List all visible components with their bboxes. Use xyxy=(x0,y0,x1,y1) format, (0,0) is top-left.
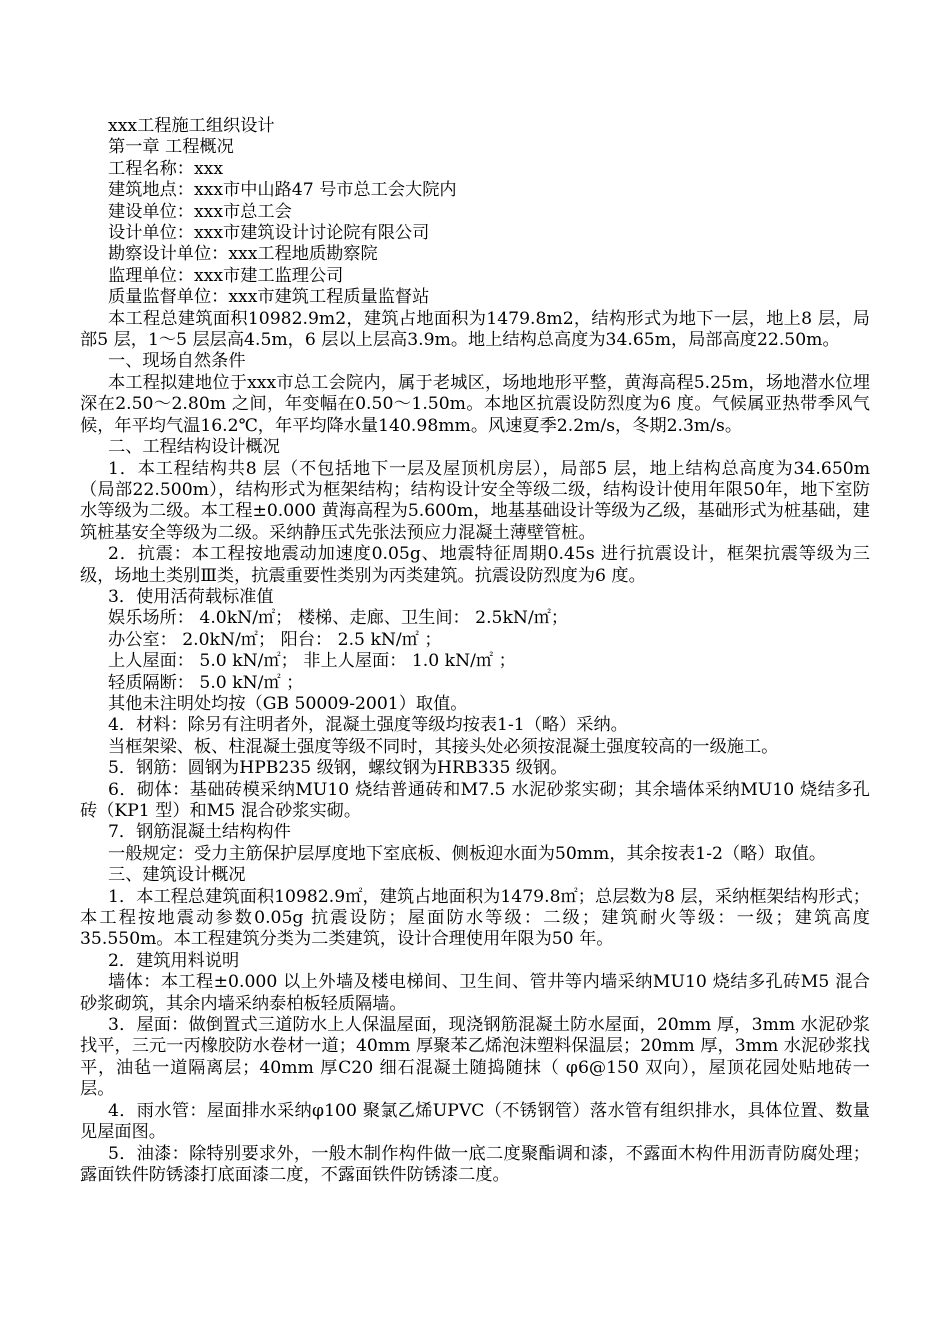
structure-item-1: 1．本工程结构共8 层（不包括地下一层及屋顶机房层），局部5 层，地上结构总高度为34.650m（局部22.500m），结构形式为框架结构；结构设计安全等级二级，结构设计使用年限50年，地下室防水等级为二级。本工程±0.000 黄海高程为5.600m，地基基础设计等级为乙级，基础形式为桩基础，建筑桩基安全等级为二级。采纳静压式先张法预应力混凝土薄壁管桩。 xyxy=(80,458,870,543)
architecture-item-3: 3．屋面：做倒置式三道防水上人保温屋面，现浇钢筋混凝土防水屋面，20mm 厚，3mm 水泥砂浆找平，三元一丙橡胶防水卷材一道；40mm 厚聚苯乙烯泡沫塑料保温层；20mm 厚，3mm 水泥砂浆找平，油毡一道隔离层；40mm 厚C20 细石混凝土随捣随抹（ φ6@150 双向），屋顶花园处贴地砖一层。 xyxy=(80,1015,870,1100)
section-heading-structure: 二、工程结构设计概况 xyxy=(108,437,280,458)
doc-title: xxx工程施工组织设计 xyxy=(108,116,275,136)
load-line-2: 办公室： 2.0kN/㎡； 阳台： 2.5 kN/㎡ ； xyxy=(108,629,442,650)
cover-note: 一般规定：受力主筋保护层厚度地下室底板、侧板迎水面为50mm，其余按表1-2（略）取值。 xyxy=(108,843,827,864)
section-heading-architecture: 三、建筑设计概况 xyxy=(108,865,246,886)
structure-item-5: 5．钢筋：圆钢为HPB235 级钢，螺纹钢为HRB335 级钢。 xyxy=(108,758,568,779)
survey-unit: 勘察设计单位：xxx工程地质勘察院 xyxy=(108,244,378,265)
quality-supervision-unit: 质量监督单位：xxx市建筑工程质量监督站 xyxy=(108,287,430,308)
project-name: 工程名称：xxx xyxy=(108,158,224,179)
architecture-item-2: 2．建筑用料说明 xyxy=(108,950,240,971)
construction-unit: 建设单位：xxx市总工会 xyxy=(108,201,292,222)
load-line-4: 轻质隔断： 5.0 kN/㎡ ； xyxy=(108,672,304,693)
load-line-3: 上人屋面： 5.0 kN/㎡； 非上人屋面： 1.0 kN/㎡ ； xyxy=(108,651,516,672)
site-conditions-paragraph: 本工程拟建地位于xxx市总工会院内，属于老城区，场地地形平整，黄海高程5.25m，场地潜水位埋深在2.50～2.80m 之间，年变幅在0.50～1.50m。本地区抗震设防烈度为6 度。气候属亚热带季风气候，年平均气温16.2℃，年平均降水量140.98mm。风速夏季2.2m/s，冬期2.3m/s。 xyxy=(80,372,870,436)
project-location: 建筑地点：xxx市中山路47 号市总工会大院内 xyxy=(108,180,457,201)
architecture-item-4: 4．雨水管：屋面排水采纳φ100 聚氯乙烯UPVC（不锈钢管）落水管有组织排水，具体位置、数量见屋面图。 xyxy=(80,1100,870,1143)
structure-item-2: 2．抗震：本工程按地震动加速度0.05g、地震特征周期0.45s 进行抗震设计，框架抗震等级为三级，场地土类别Ⅲ类，抗震重要性类别为丙类建筑。抗震设防烈度为6 度。 xyxy=(80,544,870,586)
structure-item-4: 4．材料：除另有注明者外，混凝土强度等级均按表1-1（略）采纳。 xyxy=(108,715,628,736)
architecture-item-1: 1．本工程总建筑面积10982.9㎡，建筑占地面积为1479.8㎡；总层数为8 层，采纳框架结构形式；本工程按地震动参数0.05g 抗震设防；屋面防水等级：二级；建筑耐火等级：一级；建筑高度35.550m。本工程建筑分类为二类建筑，设计合理使用年限为50 年。 xyxy=(80,886,870,950)
wall-paragraph: 墙体：本工程±0.000 以上外墙及楼电梯间、卫生间、管井等内墙采纳MU10 烧结多孔砖M5 混合砂浆砌筑，其余内墙采纳泰柏板轻质隔墙。 xyxy=(80,972,870,1014)
concrete-note: 当框架梁、板、柱混凝土强度等级不同时，其接头处必须按混凝土强度较高的一级施工。 xyxy=(108,736,779,757)
design-unit: 设计单位：xxx市建筑设计讨论院有限公司 xyxy=(108,223,430,244)
supervision-unit: 监理单位：xxx市建工监理公司 xyxy=(108,265,344,286)
architecture-item-5: 5．油漆：除特别要求外，一般木制作构件做一底二度聚酯调和漆，不露面木构件用沥青防腐处理；露面铁件防锈漆打底面漆二度，不露面铁件防锈漆二度。 xyxy=(80,1143,870,1185)
structure-item-6: 6．砌体：基础砖模采纳MU10 烧结普通砖和M7.5 水泥砂浆实砌；其余墙体采纳MU10 烧结多孔砖（KP1 型）和M5 混合砂浆实砌。 xyxy=(80,779,870,821)
section-heading-site: 一、现场自然条件 xyxy=(108,351,246,372)
overview-paragraph: 本工程总建筑面积10982.9m2，建筑占地面积为1479.8m2，结构形式为地下一层，地上8 层，局部5 层，1～5 层层高4.5m，6 层以上层高3.9m。地上结构总高度为34.65m，局部高度22.50m。 xyxy=(80,308,870,351)
structure-item-7: 7．钢筋混凝土结构构件 xyxy=(108,822,291,843)
load-note: 其他未注明处均按（GB 50009-2001）取值。 xyxy=(108,693,468,714)
structure-item-3: 3．使用活荷载标准值 xyxy=(108,586,274,607)
load-line-1: 娱乐场所： 4.0kN/㎡； 楼梯、走廊、卫生间： 2.5kN/㎡； xyxy=(108,608,569,629)
chapter-heading: 第一章 工程概况 xyxy=(108,137,234,158)
